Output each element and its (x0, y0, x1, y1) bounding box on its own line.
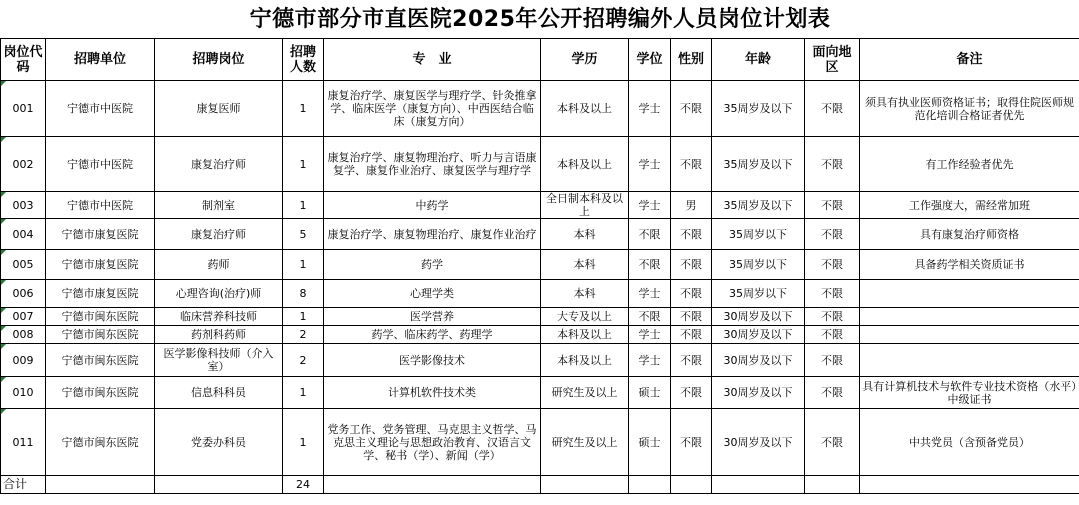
cell-age[interactable]: 30周岁及以下 (712, 326, 805, 344)
cell-unit[interactable]: 宁德市康复医院 (46, 219, 155, 250)
cell-gender[interactable]: 不限 (671, 219, 712, 250)
cell-region[interactable]: 不限 (805, 81, 860, 137)
cell-unit[interactable]: 宁德市闽东医院 (46, 344, 155, 377)
header-unit: 招聘单位 (46, 39, 155, 81)
cell-unit[interactable]: 宁德市闽东医院 (46, 377, 155, 409)
cell-count[interactable]: 5 (283, 219, 324, 250)
cell-degree[interactable]: 不限 (629, 250, 671, 280)
cell-gender[interactable]: 不限 (671, 81, 712, 137)
cell-gender[interactable]: 不限 (671, 308, 712, 326)
cell-degree[interactable]: 学士 (629, 326, 671, 344)
cell-position[interactable]: 信息科科员 (155, 377, 283, 409)
cell-count[interactable]: 1 (283, 250, 324, 280)
cell-major[interactable]: 心理学类 (324, 280, 541, 308)
cell-count[interactable]: 1 (283, 81, 324, 137)
cell-age[interactable]: 30周岁及以下 (712, 344, 805, 377)
cell-age[interactable]: 35周岁以下 (712, 280, 805, 308)
cell-code[interactable]: 002 (1, 137, 46, 192)
cell-note[interactable]: 有工作经验者优先 (860, 137, 1079, 192)
cell[interactable] (712, 476, 805, 494)
cell-unit[interactable]: 宁德市闽东医院 (46, 326, 155, 344)
cell-region[interactable]: 不限 (805, 344, 860, 377)
cell-education[interactable]: 本科及以上 (541, 326, 629, 344)
cell-major[interactable]: 康复治疗学、康复物理治疗、听力与言语康复学、康复作业治疗、康复医学与理疗学 (324, 137, 541, 192)
header-code: 岗位代码 (1, 39, 46, 81)
table-row (1, 409, 1079, 476)
cell-code[interactable]: 005 (1, 250, 46, 280)
cell-degree[interactable]: 学士 (629, 344, 671, 377)
cell-position[interactable]: 党委办科员 (155, 409, 283, 476)
header-age: 年龄 (712, 39, 805, 81)
cell-code[interactable]: 011 (1, 409, 46, 476)
cell-code[interactable]: 004 (1, 219, 46, 250)
cell-position[interactable]: 药师 (155, 250, 283, 280)
header-count: 招聘人数 (283, 39, 324, 81)
table-row (1, 192, 1079, 219)
header-region: 面向地区 (805, 39, 860, 81)
cell-count[interactable]: 1 (283, 308, 324, 326)
cell-education[interactable]: 本科及以上 (541, 81, 629, 137)
table-row (1, 81, 1079, 137)
cell-degree[interactable]: 学士 (629, 137, 671, 192)
table-row (1, 219, 1079, 250)
cell-count[interactable]: 1 (283, 192, 324, 219)
cell[interactable] (46, 476, 155, 494)
cell-note[interactable]: 须具有执业医师资格证书；取得住院医师规范化培训合格证者优先 (860, 81, 1079, 137)
cell[interactable] (805, 476, 860, 494)
cell[interactable] (541, 476, 629, 494)
header-education: 学历 (541, 39, 629, 81)
cell-age[interactable]: 30周岁及以下 (712, 377, 805, 409)
cell-major[interactable]: 中药学 (324, 192, 541, 219)
cell[interactable] (324, 476, 541, 494)
cell-major[interactable]: 医学营养 (324, 308, 541, 326)
cell-age[interactable]: 35周岁及以下 (712, 81, 805, 137)
cell-region[interactable]: 不限 (805, 308, 860, 326)
cell-unit[interactable]: 宁德市闽东医院 (46, 308, 155, 326)
cell-region[interactable]: 不限 (805, 137, 860, 192)
cell-major[interactable]: 药学、临床药学、药理学 (324, 326, 541, 344)
cell-age[interactable]: 35周岁以下 (712, 219, 805, 250)
cell-degree[interactable]: 学士 (629, 192, 671, 219)
cell-major[interactable]: 党务工作、党务管理、马克思主义哲学、马克思主义理论与思想政治教育、汉语言文学、秘书（学）、新闻（学） (324, 409, 541, 476)
cell-degree[interactable]: 学士 (629, 280, 671, 308)
cell-education[interactable]: 研究生及以上 (541, 409, 629, 476)
header-note: 备注 (860, 39, 1079, 81)
cell-count[interactable]: 2 (283, 326, 324, 344)
cell-count[interactable]: 1 (283, 409, 324, 476)
cell-note[interactable]: 工作强度大，需经常加班 (860, 192, 1079, 219)
header-position: 招聘岗位 (155, 39, 283, 81)
cell-major[interactable]: 药学 (324, 250, 541, 280)
total-row (1, 476, 1079, 494)
cell-gender[interactable]: 男 (671, 192, 712, 219)
cell-position[interactable]: 康复治疗师 (155, 137, 283, 192)
cell-major[interactable]: 康复治疗学、康复物理治疗、康复作业治疗 (324, 219, 541, 250)
cell-education[interactable]: 本科及以上 (541, 344, 629, 377)
cell-age[interactable]: 35周岁及以下 (712, 137, 805, 192)
cell-education[interactable]: 本科及以上 (541, 137, 629, 192)
cell-region[interactable]: 不限 (805, 250, 860, 280)
cell-region[interactable]: 不限 (805, 326, 860, 344)
cell-code[interactable]: 007 (1, 308, 46, 326)
cell-degree[interactable]: 学士 (629, 81, 671, 137)
cell-note[interactable]: 具有计算机技术与软件专业技术资格（水平）中级证书 (860, 377, 1079, 409)
header-row (1, 39, 1079, 81)
cell-age[interactable]: 30周岁及以下 (712, 308, 805, 326)
cell[interactable] (155, 476, 283, 494)
cell-position[interactable]: 临床营养科技师 (155, 308, 283, 326)
cell-note[interactable] (860, 308, 1079, 326)
cell-gender[interactable]: 不限 (671, 250, 712, 280)
cell-education[interactable]: 研究生及以上 (541, 377, 629, 409)
header-major: 专 业 (324, 39, 541, 81)
cell-gender[interactable]: 不限 (671, 280, 712, 308)
cell-position[interactable]: 医学影像科技师（介入室） (155, 344, 283, 377)
cell-major[interactable]: 计算机软件技术类 (324, 377, 541, 409)
cell-code[interactable]: 001 (1, 81, 46, 137)
cell-position[interactable]: 心理咨询(治疗)师 (155, 280, 283, 308)
table-row (1, 137, 1079, 192)
cell-position[interactable]: 康复医师 (155, 81, 283, 137)
cell-note[interactable]: 中共党员（含预备党员） (860, 409, 1079, 476)
cell-region[interactable]: 不限 (805, 280, 860, 308)
cell-count[interactable]: 1 (283, 377, 324, 409)
cell-code[interactable]: 010 (1, 377, 46, 409)
cell-code[interactable]: 003 (1, 192, 46, 219)
cell[interactable] (671, 476, 712, 494)
cell-unit[interactable]: 宁德市康复医院 (46, 280, 155, 308)
cell-note[interactable]: 具有康复治疗师资格 (860, 219, 1079, 250)
cell-note[interactable] (860, 326, 1079, 344)
cell-degree[interactable]: 不限 (629, 308, 671, 326)
cell-region[interactable]: 不限 (805, 409, 860, 476)
cell-gender[interactable]: 不限 (671, 344, 712, 377)
cell-region[interactable]: 不限 (805, 192, 860, 219)
cell-unit[interactable]: 宁德市中医院 (46, 192, 155, 219)
cell-unit[interactable]: 宁德市康复医院 (46, 250, 155, 280)
cell-unit[interactable]: 宁德市中医院 (46, 137, 155, 192)
cell-gender[interactable]: 不限 (671, 137, 712, 192)
cell-unit[interactable]: 宁德市闽东医院 (46, 409, 155, 476)
cell-region[interactable]: 不限 (805, 219, 860, 250)
cell-education[interactable]: 大专及以上 (541, 308, 629, 326)
cell-count[interactable]: 1 (283, 137, 324, 192)
cell-note[interactable] (860, 344, 1079, 377)
cell-code[interactable]: 006 (1, 280, 46, 308)
table-row (1, 280, 1079, 308)
cell-position[interactable]: 康复治疗师 (155, 219, 283, 250)
cell-degree[interactable]: 硕士 (629, 377, 671, 409)
cell-gender[interactable]: 不限 (671, 409, 712, 476)
page-title: 宁德市部分市直医院2025年公开招聘编外人员岗位计划表 (1, 0, 1079, 39)
cell-major[interactable]: 康复治疗学、康复医学与理疗学、针灸推拿学、临床医学（康复方向）、中西医结合临床（康复方向） (324, 81, 541, 137)
cell-gender[interactable]: 不限 (671, 377, 712, 409)
table-row (1, 377, 1079, 409)
cell-position[interactable]: 制剂室 (155, 192, 283, 219)
header-gender: 性别 (671, 39, 712, 81)
cell-count[interactable]: 8 (283, 280, 324, 308)
cell-age[interactable]: 35周岁及以下 (712, 192, 805, 219)
table-row (1, 308, 1079, 326)
cell-education[interactable]: 全日制本科及以上 (541, 192, 629, 219)
total-count[interactable]: 24 (283, 476, 324, 494)
table-row (1, 344, 1079, 377)
cell-degree[interactable]: 硕士 (629, 409, 671, 476)
cell-age[interactable]: 30周岁及以下 (712, 409, 805, 476)
cell-age[interactable]: 35周岁以下 (712, 250, 805, 280)
cell-region[interactable]: 不限 (805, 377, 860, 409)
cell-gender[interactable]: 不限 (671, 326, 712, 344)
table-row (1, 250, 1079, 280)
cell-position[interactable]: 药剂科药师 (155, 326, 283, 344)
cell-unit[interactable]: 宁德市中医院 (46, 81, 155, 137)
cell-count[interactable]: 2 (283, 344, 324, 377)
table-row (1, 326, 1079, 344)
header-degree: 学位 (629, 39, 671, 81)
cell-education[interactable]: 本科 (541, 280, 629, 308)
cell-education[interactable]: 本科 (541, 219, 629, 250)
cell[interactable] (860, 476, 1079, 494)
cell-note[interactable]: 具备药学相关资质证书 (860, 250, 1079, 280)
cell-code[interactable]: 008 (1, 326, 46, 344)
cell[interactable] (629, 476, 671, 494)
cell-major[interactable]: 医学影像技术 (324, 344, 541, 377)
cell-education[interactable]: 本科 (541, 250, 629, 280)
cell-code[interactable]: 009 (1, 344, 46, 377)
cell-note[interactable] (860, 280, 1079, 308)
total-label[interactable]: 合计 (1, 476, 46, 494)
cell-degree[interactable]: 不限 (629, 219, 671, 250)
